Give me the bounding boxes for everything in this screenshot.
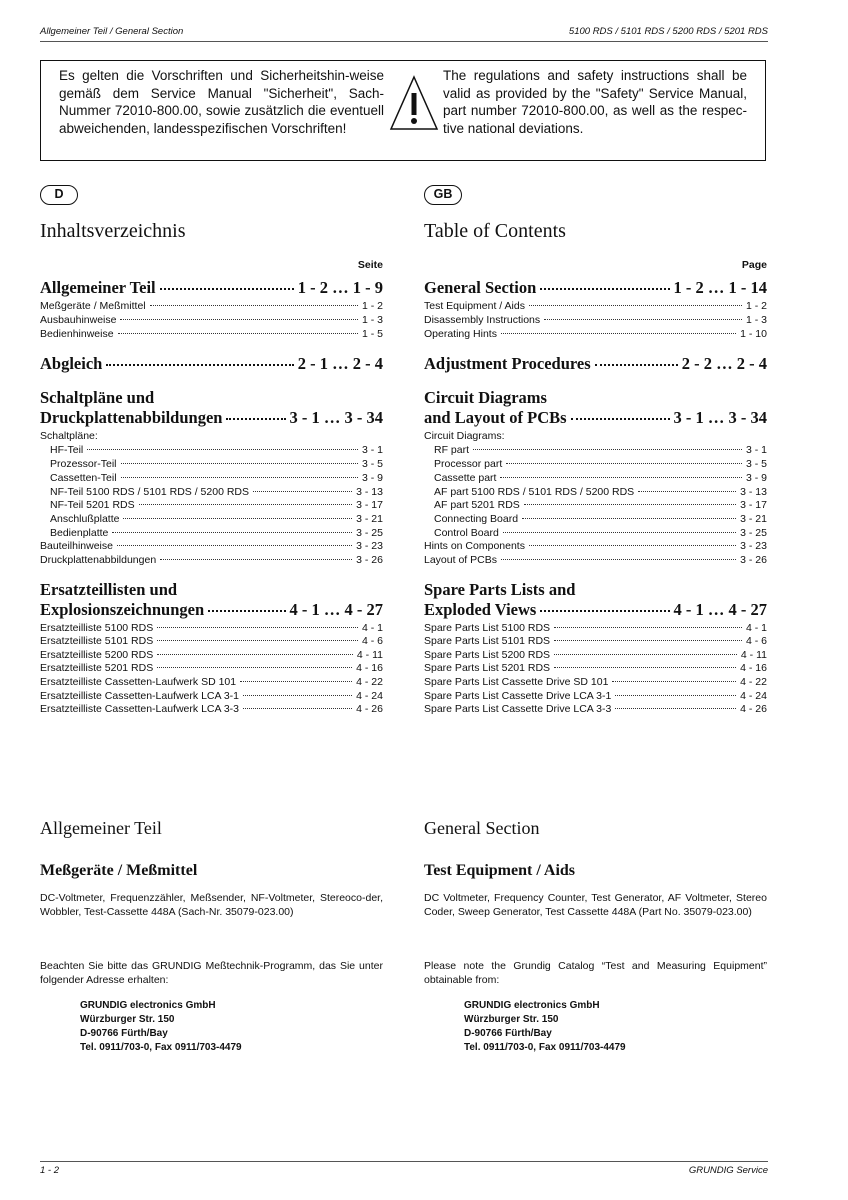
toc-sublabel: Schaltpläne: [40, 430, 98, 442]
toc-row[interactable]: Control Board 3 - 25 [434, 527, 767, 539]
toc-row[interactable]: Layout of PCBs 3 - 26 [424, 554, 767, 566]
toc-sublabel: Circuit Diagrams: [424, 430, 505, 442]
header-right: 5100 RDS / 5101 RDS / 5200 RDS / 5201 RDS [568, 26, 768, 37]
safety-text-de: Es gelten die Vorschriften und Sicherheitshin-weise gemäß dem Service Manual "Sicherheit", Sach-Nummer 72010-800.00, sowie zusätzlich die eventuell abweichenden, landesspezifischen Vorschriften! [59, 68, 384, 136]
toc-row[interactable]: Spare Parts List Cassette Drive SD 101 4 - 22 [424, 676, 767, 688]
toc-row[interactable]: Bedienplatte 3 - 25 [50, 527, 383, 539]
toc-row[interactable]: Spare Parts List 5201 RDS 4 - 16 [424, 662, 767, 674]
toc-row[interactable]: Spare Parts List Cassette Drive LCA 3-3 4 - 26 [424, 703, 767, 715]
toc-row[interactable]: Bauteilhinweise 3 - 23 [40, 540, 383, 552]
footer-page-number: 1 - 2 [40, 1165, 60, 1176]
section-pages: 1 - 2 … 1 - 9 [297, 278, 383, 297]
footer-rule [40, 1161, 768, 1162]
toc-title-de: Inhaltsverzeichnis [40, 220, 186, 242]
toc-row[interactable]: Connecting Board 3 - 21 [434, 513, 767, 525]
toc-row[interactable]: Hints on Components 3 - 23 [424, 540, 767, 552]
toc-row[interactable]: AF part 5100 RDS / 5101 RDS / 5200 RDS 3 - 13 [434, 486, 767, 498]
footer-brand: GRUNDIG Service [688, 1165, 768, 1176]
equip-text-de: DC-Voltmeter, Frequenzzähler, Meßsender, NF-Voltmeter, Stereoco-der, Wobbler, Test-Cassette 448A (Sach-Nr. 35079-023.00) [40, 892, 383, 918]
toc-section-circuit-en[interactable]: and Layout of PCBs 3 - 1 … 3 - 34 [424, 408, 767, 427]
section-title-en: General Section [424, 818, 540, 838]
equip-title-de: Meßgeräte / Meßmittel [40, 862, 198, 879]
header-left: Allgemeiner Teil / General Section [40, 26, 184, 37]
toc-section-adjustment-en[interactable]: Adjustment Procedures 2 - 2 … 2 - 4 [424, 354, 767, 373]
toc-row[interactable]: RF part 3 - 1 [434, 444, 767, 456]
toc-section-circuit-title1-de: Schaltpläne und [40, 388, 155, 407]
toc-row[interactable]: Ersatzteilliste 5101 RDS 4 - 6 [40, 635, 383, 647]
lang-badge-de: D [40, 185, 78, 205]
equip-text-en: DC Voltmeter, Frequency Counter, Test Generator, AF Voltmeter, Stereo Coder, Sweep Generator, Test Cassette 448A (Part No. 35079-023.00) [424, 892, 767, 918]
toc-row[interactable]: Spare Parts List 5100 RDS 4 - 1 [424, 622, 767, 634]
warning-triangle-icon [389, 75, 439, 131]
toc-row[interactable]: Cassette part 3 - 9 [434, 472, 767, 484]
toc-row[interactable]: Ersatzteilliste 5100 RDS 4 - 1 [40, 622, 383, 634]
toc-row[interactable]: Anschlußplatte 3 - 21 [50, 513, 383, 525]
equip-title-en: Test Equipment / Aids [424, 862, 576, 879]
toc-row[interactable]: NF-Teil 5201 RDS 3 - 17 [50, 499, 383, 511]
toc-section-spare-title1-de: Ersatzteillisten und [40, 580, 178, 599]
toc-section-spare-en[interactable]: Exploded Views 4 - 1 … 4 - 27 [424, 600, 767, 619]
toc-row[interactable]: Ersatzteilliste 5201 RDS 4 - 16 [40, 662, 383, 674]
toc-row[interactable]: Spare Parts List Cassette Drive LCA 3-1 4 - 24 [424, 690, 767, 702]
toc-row[interactable]: Druckplattenabbildungen 3 - 26 [40, 554, 383, 566]
address-en: GRUNDIG electronics GmbH Würzburger Str. 150 D-90766 Fürth/Bay Tel. 0911/703-0, Fax 0911/703-4479 [464, 1000, 626, 1053]
toc-row[interactable]: Operating Hints 1 - 10 [424, 328, 767, 340]
toc-row[interactable]: Ausbauhinweise 1 - 3 [40, 314, 383, 326]
toc-row[interactable]: AF part 5201 RDS 3 - 17 [434, 499, 767, 511]
lang-badge-gb: GB [424, 185, 462, 205]
toc-row[interactable]: HF-Teil 3 - 1 [50, 444, 383, 456]
toc-row[interactable]: Spare Parts List 5101 RDS 4 - 6 [424, 635, 767, 647]
section-title-de: Allgemeiner Teil [40, 818, 162, 838]
safety-text-en: The regulations and safety instructions shall be valid as provided by the "Safety" Service Manual, part number 72010-800.00, as well as the respec-tive national deviations. [443, 68, 747, 136]
toc-section-adjustment-de[interactable]: Abgleich 2 - 1 … 2 - 4 [40, 354, 383, 373]
toc-row[interactable]: Disassembly Instructions 1 - 3 [424, 314, 767, 326]
toc-row[interactable]: Prozessor-Teil 3 - 5 [50, 458, 383, 470]
toc-row[interactable]: Processor part 3 - 5 [434, 458, 767, 470]
address-de: GRUNDIG electronics GmbH Würzburger Str. 150 D-90766 Fürth/Bay Tel. 0911/703-0, Fax 0911/703-4479 [80, 1000, 242, 1053]
page-label-en: Page [741, 259, 767, 271]
toc-section-spare-de[interactable]: Explosionszeichnungen 4 - 1 … 4 - 27 [40, 600, 383, 619]
toc-row[interactable]: Ersatzteilliste Cassetten-Laufwerk LCA 3-1 4 - 24 [40, 690, 383, 702]
toc-row[interactable]: Bedienhinweise 1 - 5 [40, 328, 383, 340]
toc-row[interactable]: Cassetten-Teil 3 - 9 [50, 472, 383, 484]
toc-row[interactable]: Meßgeräte / Meßmittel 1 - 2 [40, 300, 383, 312]
note-text-en: Please note the Grundig Catalog “Test and Measuring Equipment” obtainable from: [424, 960, 767, 986]
toc-row[interactable]: NF-Teil 5100 RDS / 5101 RDS / 5200 RDS 3 - 13 [50, 486, 383, 498]
safety-notice [40, 60, 766, 161]
header-rule [40, 41, 768, 42]
toc-row[interactable]: Ersatzteilliste Cassetten-Laufwerk SD 101 4 - 22 [40, 676, 383, 688]
toc-row[interactable]: Test Equipment / Aids 1 - 2 [424, 300, 767, 312]
toc-row[interactable]: Spare Parts List 5200 RDS 4 - 11 [424, 649, 767, 661]
toc-section-general-de[interactable] [40, 278, 383, 298]
toc-section-circuit-title1-en: Circuit Diagrams [424, 388, 547, 407]
toc-section-general-en[interactable]: General Section 1 - 2 … 1 - 14 [424, 278, 767, 297]
toc-row[interactable]: Ersatzteilliste Cassetten-Laufwerk LCA 3-3 4 - 26 [40, 703, 383, 715]
section-title: Allgemeiner Teil [40, 278, 156, 297]
toc-row[interactable]: Ersatzteilliste 5200 RDS 4 - 11 [40, 649, 383, 661]
toc-title-en: Table of Contents [424, 220, 566, 242]
page-label-de: Seite [357, 259, 383, 271]
toc-section-circuit-de[interactable]: Druckplattenabbildungen 3 - 1 … 3 - 34 [40, 408, 383, 427]
note-text-de: Beachten Sie bitte das GRUNDIG Meßtechnik-Programm, das Sie unter folgender Adresse erhalten: [40, 960, 383, 986]
toc-section-spare-title1-en: Spare Parts Lists and [424, 580, 576, 599]
